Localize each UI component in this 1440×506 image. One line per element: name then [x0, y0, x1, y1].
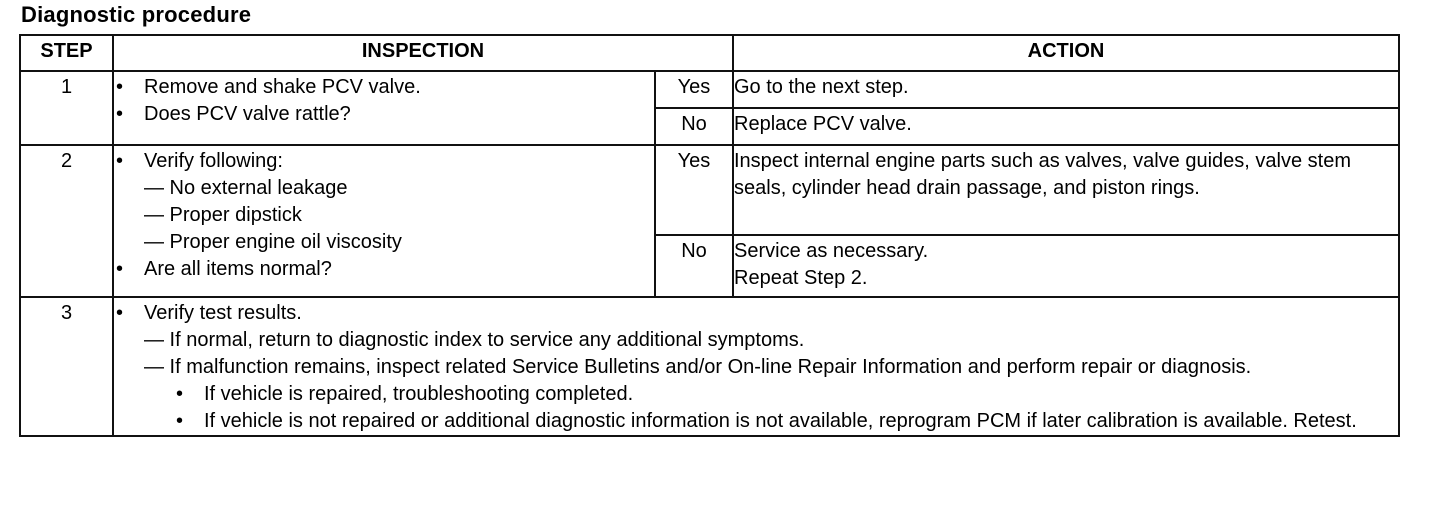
inspection-cell	[113, 297, 1399, 436]
sub-item: — If malfunction remains, inspect related Service Bulletins and/or On-line Repair Information and perform repair or diagnosis.	[144, 356, 1252, 378]
yes-action: Go to the next step.	[733, 71, 1399, 108]
bullet-item: • Are all items normal?	[114, 256, 654, 283]
header-action: ACTION	[733, 35, 1399, 71]
no-action	[733, 235, 1399, 297]
sub-item: — Proper engine oil viscosity	[144, 231, 402, 253]
yes-label: Yes	[655, 145, 733, 235]
bullet-item: • Verify test results.	[114, 300, 1398, 327]
table-row	[20, 71, 1399, 108]
sub-item: — Proper dipstick	[144, 204, 302, 226]
table-row	[20, 297, 1399, 436]
step-number: 1	[20, 71, 113, 145]
no-action: Replace PCV valve.	[733, 108, 1399, 145]
inspection-cell	[113, 145, 655, 297]
sub-bullet-item: • If vehicle is repaired, troubleshooting completed.	[114, 381, 1398, 408]
inspection-cell	[113, 71, 655, 145]
no-action-line: Repeat Step 2.	[734, 267, 868, 289]
no-label: No	[655, 108, 733, 145]
no-label: No	[655, 235, 733, 297]
page-title: Diagnostic procedure	[21, 2, 252, 27]
bullet-item: • Remove and shake PCV valve.	[114, 74, 654, 101]
diagnostic-table	[19, 34, 1400, 437]
bullet-item: • Verify following:	[114, 148, 654, 175]
sub-item: — No external leakage	[144, 177, 348, 199]
header-row	[20, 35, 1399, 71]
yes-label: Yes	[655, 71, 733, 108]
bullet-item: • Does PCV valve rattle?	[114, 101, 654, 128]
header-step: STEP	[20, 35, 113, 71]
yes-action: Inspect internal engine parts such as valves, valve guides, valve stem seals, cylinder head drain passage, and piston rings.	[733, 145, 1399, 235]
header-inspection: INSPECTION	[113, 35, 733, 71]
step-number: 2	[20, 145, 113, 297]
sub-bullet-item: • If vehicle is not repaired or additional diagnostic information is not available, reprogram PCM if later calibration is available. Retest.	[114, 408, 1398, 435]
step-number: 3	[20, 297, 113, 436]
no-action-line: Service as necessary.	[734, 240, 929, 262]
sub-item: — If normal, return to diagnostic index to service any additional symptoms.	[144, 329, 805, 351]
table-row	[20, 145, 1399, 235]
